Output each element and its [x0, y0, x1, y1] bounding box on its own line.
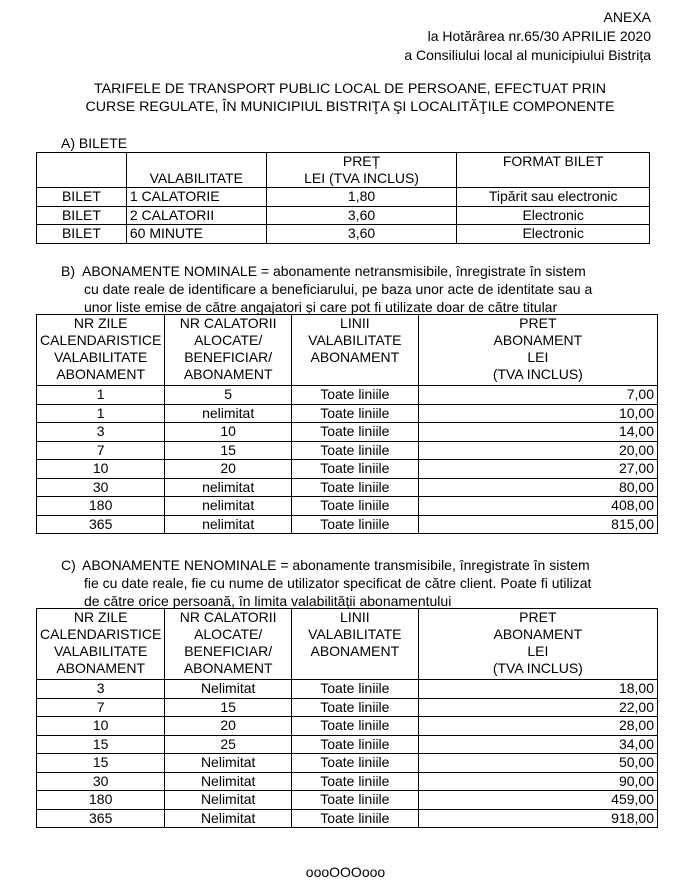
table-row [37, 698, 658, 717]
section-b-description [82, 262, 682, 316]
table-row [37, 460, 658, 479]
ticket-price: 1,80 [266, 188, 457, 207]
trips: nelimitat [165, 515, 292, 534]
ticket-validity: 2 CALATORII [126, 206, 266, 225]
lines: Toate liniile [291, 809, 418, 828]
days: 180 [37, 791, 165, 810]
lines: Toate liniile [291, 404, 418, 423]
price: 34,00 [418, 735, 657, 754]
days: 15 [37, 735, 165, 754]
tickets-table [36, 152, 650, 244]
price: 14,00 [418, 423, 657, 442]
ticket-validity: 60 MINUTE [126, 225, 266, 244]
desc-line: unor liste emise de către angajatori și care pot fi utilizate doar de către titular [84, 299, 558, 315]
trips: 15 [165, 441, 292, 460]
ticket-format: Electronic [457, 225, 650, 244]
trips: nelimitat [165, 497, 292, 516]
table-row [37, 441, 658, 460]
trips: Nelimitat [165, 791, 292, 810]
desc-line: de către orice persoană, în limita valabilității abonamentului [84, 593, 452, 609]
table-row [37, 735, 658, 754]
ticket-type: BILET [37, 206, 127, 225]
table-row [37, 717, 658, 736]
ticket-price: 3,60 [266, 206, 457, 225]
days: 15 [37, 754, 165, 773]
desc-line: cu date reale de identificare a beneficiarului, pe baza unor acte de identitate sau a [84, 281, 593, 297]
header-cell-lines: LINII VALABILITATE ABONAMENT [291, 315, 418, 386]
trips: 10 [165, 423, 292, 442]
header-cell-trips: NR CALATORII ALOCATE/ BENEFICIAR/ ABONAMENT [165, 609, 292, 680]
table-row [37, 478, 658, 497]
table-row [37, 188, 650, 207]
header-cell-price: PRET ABONAMENT LEI (TVA INCLUS) [418, 315, 657, 386]
table-row [37, 809, 658, 828]
title-line-2: CURSE REGULATE, ÎN MUNICIPIUL BISTRIŢA ŞI LOCALITĂŢILE COMPONENTE [85, 99, 615, 115]
days: 3 [37, 423, 165, 442]
trips: nelimitat [165, 404, 292, 423]
days: 7 [37, 698, 165, 717]
document-title [30, 80, 670, 116]
trips: 15 [165, 698, 292, 717]
council-reference: a Consiliului local al municipiului Bistrița [404, 47, 651, 63]
price: 28,00 [418, 717, 657, 736]
price: 459,00 [418, 791, 657, 810]
desc-line: ABONAMENTE NENOMINALE = abonamente transmisibile, înregistrate în sistem [82, 557, 590, 573]
ticket-type: BILET [37, 225, 127, 244]
price: 80,00 [418, 478, 657, 497]
table-header-row [37, 609, 658, 680]
days: 10 [37, 717, 165, 736]
days: 3 [37, 680, 165, 699]
section-b-label: B) [61, 263, 75, 279]
section-a-label: A) BILETE [61, 135, 128, 151]
days: 180 [37, 497, 165, 516]
table-row [37, 772, 658, 791]
header-cell-trips: NR CALATORII ALOCATE/ BENEFICIAR/ ABONAMENT [165, 315, 292, 386]
table-row [37, 791, 658, 810]
end-of-document-mark: oooOOOooo [305, 864, 386, 880]
header-cell-days: NR ZILE CALENDARISTICE VALABILITATE ABONAMENT [37, 315, 165, 386]
header-cell-empty [37, 153, 127, 188]
days: 365 [37, 515, 165, 534]
price: 918,00 [418, 809, 657, 828]
price: 90,00 [418, 772, 657, 791]
header-cell-price: PRET ABONAMENT LEI (TVA INCLUS) [418, 609, 657, 680]
price: 22,00 [418, 698, 657, 717]
table-row [37, 515, 658, 534]
lines: Toate liniile [291, 680, 418, 699]
days: 1 [37, 404, 165, 423]
table-row [37, 497, 658, 516]
header-cell-format: FORMAT BILET [457, 153, 650, 188]
table-header-row [37, 153, 650, 188]
lines: Toate liniile [291, 735, 418, 754]
table-row [37, 225, 650, 244]
price: 815,00 [418, 515, 657, 534]
lines: Toate liniile [291, 478, 418, 497]
days: 30 [37, 478, 165, 497]
table-header-row [37, 315, 658, 386]
lines: Toate liniile [291, 772, 418, 791]
desc-line: ABONAMENTE NOMINALE = abonamente netransmisibile, înregistrate în sistem [82, 263, 586, 279]
header-cell-lines: LINII VALABILITATE ABONAMENT [291, 609, 418, 680]
table-row [37, 386, 658, 405]
days: 30 [37, 772, 165, 791]
trips: 20 [165, 717, 292, 736]
trips: 25 [165, 735, 292, 754]
ticket-format: Electronic [457, 206, 650, 225]
title-line-1: TARIFELE DE TRANSPORT PUBLIC LOCAL DE PERSOANE, EFECTUAT PRIN [94, 81, 606, 97]
trips: Nelimitat [165, 680, 292, 699]
lines: Toate liniile [291, 791, 418, 810]
trips: 20 [165, 460, 292, 479]
annex-header [404, 8, 651, 65]
table-row [37, 754, 658, 773]
section-c-description [82, 556, 682, 610]
price: 10,00 [418, 404, 657, 423]
trips: 5 [165, 386, 292, 405]
lines: Toate liniile [291, 497, 418, 516]
header-cell-price: PREȚ LEI (TVA INCLUS) [266, 153, 457, 188]
price: 20,00 [418, 441, 657, 460]
days: 1 [37, 386, 165, 405]
desc-line: fie cu date reale, fie cu nume de utilizator specificat de către client. Poate fi utilizat [84, 575, 592, 591]
price: 50,00 [418, 754, 657, 773]
lines: Toate liniile [291, 698, 418, 717]
lines: Toate liniile [291, 754, 418, 773]
lines: Toate liniile [291, 515, 418, 534]
trips: Nelimitat [165, 809, 292, 828]
days: 7 [37, 441, 165, 460]
header-cell-validity: VALABILITATE [126, 153, 266, 188]
trips: Nelimitat [165, 754, 292, 773]
lines: Toate liniile [291, 717, 418, 736]
table-row [37, 680, 658, 699]
section-c-label: C) [61, 557, 76, 573]
ticket-type: BILET [37, 188, 127, 207]
trips: Nelimitat [165, 772, 292, 791]
ticket-format: Tipărit sau electronic [457, 188, 650, 207]
lines: Toate liniile [291, 386, 418, 405]
lines: Toate liniile [291, 460, 418, 479]
decision-reference: la Hotărârea nr.65/30 APRILIE 2020 [427, 28, 651, 44]
header-cell-days: NR ZILE CALENDARISTICE VALABILITATE ABONAMENT [37, 609, 165, 680]
days: 365 [37, 809, 165, 828]
table-row [37, 404, 658, 423]
days: 10 [37, 460, 165, 479]
price: 7,00 [418, 386, 657, 405]
lines: Toate liniile [291, 423, 418, 442]
price: 18,00 [418, 680, 657, 699]
ticket-validity: 1 CALATORIE [126, 188, 266, 207]
table-row [37, 206, 650, 225]
trips: nelimitat [165, 478, 292, 497]
price: 408,00 [418, 497, 657, 516]
ticket-price: 3,60 [266, 225, 457, 244]
annex-label: ANEXA [603, 9, 651, 25]
nominal-subscriptions-table [36, 314, 658, 534]
table-row [37, 423, 658, 442]
non-nominal-subscriptions-table [36, 608, 658, 828]
price: 27,00 [418, 460, 657, 479]
lines: Toate liniile [291, 441, 418, 460]
